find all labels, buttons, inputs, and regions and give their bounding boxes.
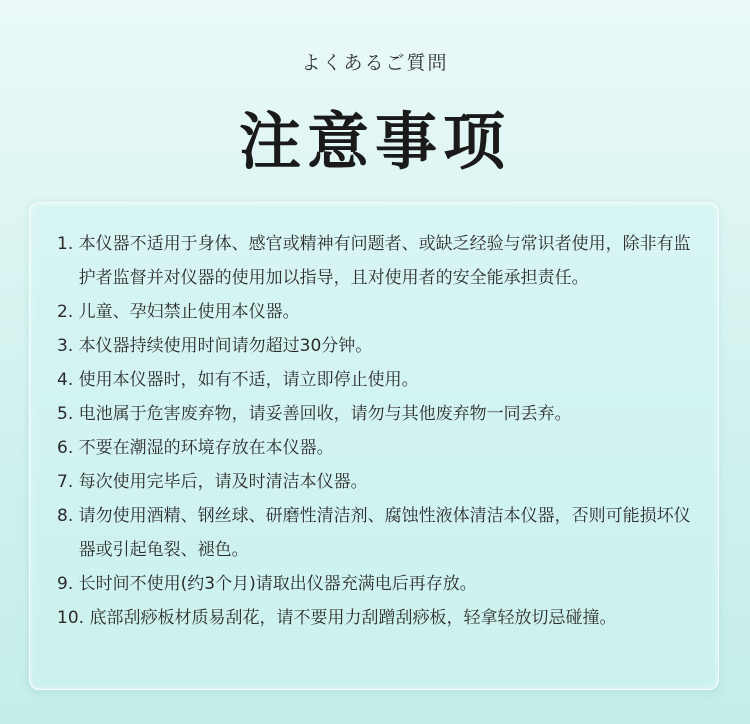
notes-card [29, 202, 719, 690]
note-item [57, 295, 697, 329]
page-subtitle: よくあるご質問 [301, 52, 449, 74]
note-number: 9. [57, 574, 79, 594]
note-number: 10. [57, 608, 90, 628]
note-number: 6. [57, 438, 79, 458]
note-number: 3. [57, 336, 79, 356]
note-text: 不要在潮湿的环境存放在本仪器。 [78, 438, 334, 458]
note-text: 底部刮痧板材质易刮花，请不要用力刮蹭刮痧板，轻拿轻放切忌碰撞。 [89, 608, 617, 628]
note-item [57, 397, 697, 431]
note-text: 本仪器不适用于身体、感官或精神有问题者、或缺乏经验与常识者使用，除非有监护者监督并对仪器的使用加以指导，且对使用者的安全能承担责任。 [78, 234, 691, 288]
note-text: 请勿使用酒精、钢丝球、研磨性清洁剂、腐蚀性液体清洁本仪器，否则可能损坏仪器或引起龟裂、褪色。 [78, 506, 691, 560]
note-item [57, 363, 697, 397]
note-number: 2. [57, 302, 79, 322]
note-text: 每次使用完毕后，请及时清洁本仪器。 [78, 472, 368, 492]
note-item [57, 227, 697, 295]
note-text: 长时间不使用(约3个月)请取出仪器充满电后再存放。 [78, 574, 477, 594]
note-item [57, 567, 697, 601]
note-text: 使用本仪器时，如有不适，请立即停止使用。 [78, 370, 419, 390]
note-item [57, 329, 697, 363]
note-item [57, 465, 697, 499]
note-number: 7. [57, 472, 79, 492]
note-number: 8. [57, 506, 79, 526]
page-title: 注意事项 [238, 105, 511, 178]
note-text: 本仪器持续使用时间请勿超过30分钟。 [78, 336, 373, 356]
note-item [57, 601, 697, 635]
note-number: 5. [57, 404, 79, 424]
notes-list [57, 227, 697, 635]
note-item [57, 431, 697, 465]
note-number: 1. [57, 234, 79, 254]
note-text: 儿童、孕妇禁止使用本仪器。 [78, 302, 300, 322]
note-item [57, 499, 697, 567]
note-number: 4. [57, 370, 79, 390]
note-text: 电池属于危害废弃物，请妥善回收，请勿与其他废弃物一同丢弃。 [78, 404, 572, 424]
